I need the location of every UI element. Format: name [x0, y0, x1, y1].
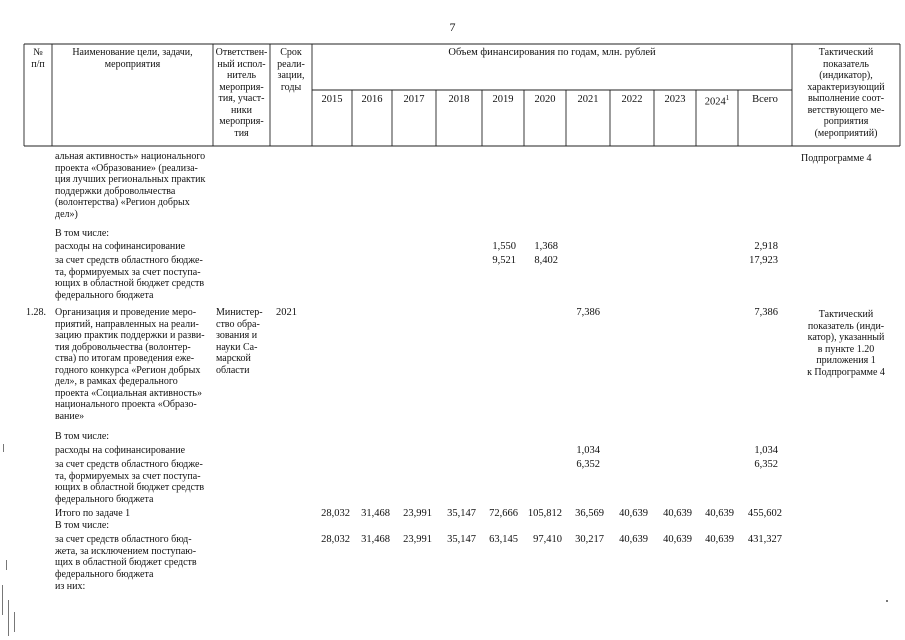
header-year: 2020	[534, 94, 556, 105]
incl-label: В том числе:	[55, 520, 110, 531]
fed-label: за счет средств областного бюдже- та, формируемых за счет поступа- ющих в областной бюджет средств федерального бюджета	[55, 459, 205, 505]
header-term: Срок реали- зации, годы	[277, 47, 305, 93]
iz-nih-label: из них:	[55, 581, 86, 592]
row-total: 7,386	[754, 307, 778, 318]
header-year: 2019	[492, 94, 514, 105]
header-year: 2018	[448, 94, 470, 105]
cont-text: альная активность» национального проекта «Образование» (реализа- ция лучших региональных практик поддержки добровольчества (волонтерства) «Регион добрых дел»)	[55, 151, 206, 220]
header-total: Всего	[752, 94, 778, 105]
header-year-2024	[699, 94, 735, 108]
header-year: 2016	[361, 94, 383, 105]
year-2024-label: 2024	[704, 96, 726, 108]
scan-mark	[14, 612, 15, 632]
fed-2019: 9,521	[492, 255, 516, 266]
oblast-value: 23,991	[403, 534, 432, 545]
header-year: 2022	[621, 94, 643, 105]
itogo-value: 40,639	[663, 508, 692, 519]
fed-2021: 6,352	[576, 459, 600, 470]
itogo-value: 23,991	[403, 508, 432, 519]
scan-mark	[2, 585, 3, 615]
oblast-value: 40,639	[619, 534, 648, 545]
oblast-label: за счет средств областного бюд- жета, за исключением поступаю- щих в областной бюджет средств федерального бюджета	[55, 534, 197, 580]
header-funding: Объем финансирования по годам, млн. рублей	[448, 47, 656, 58]
itogo-value: 28,032	[321, 508, 350, 519]
header-name: Наименование цели, задачи, мероприятия	[72, 47, 193, 70]
row-responsible: Министер- ство обра- зования и науки Са- марской области	[216, 307, 263, 376]
row-name: Организация и проведение меро- приятий, направленных на реали- зацию практик поддержки и разви- тия добровольчества (волонтер- ства) по итогам проведения еже- годного конкурса «Регион добрых дел», в рамках федерального проекта «Социальная активность» национального проекта «Образо- вание»	[55, 307, 205, 422]
oblast-value: 40,639	[705, 534, 734, 545]
cofin-total: 2,918	[754, 241, 778, 252]
page-number: 7	[449, 20, 456, 34]
cofin-total: 1,034	[754, 445, 778, 456]
cofin-2020: 1,368	[534, 241, 558, 252]
cofin-label: расходы на софинансирование	[55, 241, 186, 252]
fed-2020: 8,402	[534, 255, 558, 266]
itogo-total: 455,602	[747, 508, 782, 519]
incl-label: В том числе:	[55, 228, 110, 239]
header-num: № п/п	[31, 47, 45, 70]
scan-mark	[886, 600, 888, 602]
footnote-marker: 1	[725, 94, 730, 102]
header-responsible: Ответствен- ный испол- нитель мероприя- тия, участ- ники мероприя- тия	[215, 47, 268, 139]
header-year: 2021	[577, 94, 599, 105]
header-indicator: Тактический показатель (индикатор), характеризующий выполнение соот- ветствующего ме- роприятия (мероприятий)	[807, 47, 885, 139]
row-2021: 7,386	[576, 307, 600, 318]
itogo-label: Итого по задаче 1	[55, 508, 131, 519]
incl-label: В том числе:	[55, 431, 110, 442]
oblast-value: 31,468	[361, 534, 390, 545]
itogo-value: 35,147	[447, 508, 476, 519]
itogo-value: 40,639	[705, 508, 734, 519]
oblast-value: 30,217	[575, 534, 604, 545]
oblast-value: 97,410	[533, 534, 562, 545]
itogo-value: 36,569	[575, 508, 604, 519]
cofin-label: расходы на софинансирование	[55, 445, 186, 456]
row-term: 2021	[276, 307, 297, 318]
fed-total: 6,352	[754, 459, 778, 470]
row-indicator: Тактический показатель (инди- катор), указанный в пункте 1.20 приложения 1 к Подпрограмме 4	[807, 309, 885, 378]
fed-total: 17,923	[749, 255, 778, 266]
itogo-value: 72,666	[489, 508, 518, 519]
scan-mark	[3, 444, 4, 452]
fed-label: за счет средств областного бюдже- та, формируемых за счет поступа- ющих в областной бюджет средств федерального бюджета	[55, 255, 205, 301]
scan-mark	[6, 560, 7, 570]
header-year: 2015	[321, 94, 343, 105]
scan-mark	[8, 600, 9, 636]
cont-indicator: Подпрограмме 4	[801, 153, 872, 164]
cofin-2021: 1,034	[576, 445, 600, 456]
itogo-value: 31,468	[361, 508, 390, 519]
cofin-2019: 1,550	[492, 241, 516, 252]
oblast-value: 35,147	[447, 534, 476, 545]
oblast-total: 431,327	[747, 534, 782, 545]
oblast-value: 63,145	[489, 534, 518, 545]
oblast-value: 40,639	[663, 534, 692, 545]
header-year: 2017	[403, 94, 425, 105]
oblast-value: 28,032	[321, 534, 350, 545]
itogo-value: 40,639	[619, 508, 648, 519]
header-year: 2023	[664, 94, 686, 105]
row-number: 1.28.	[26, 307, 46, 318]
itogo-value: 105,812	[527, 508, 562, 519]
